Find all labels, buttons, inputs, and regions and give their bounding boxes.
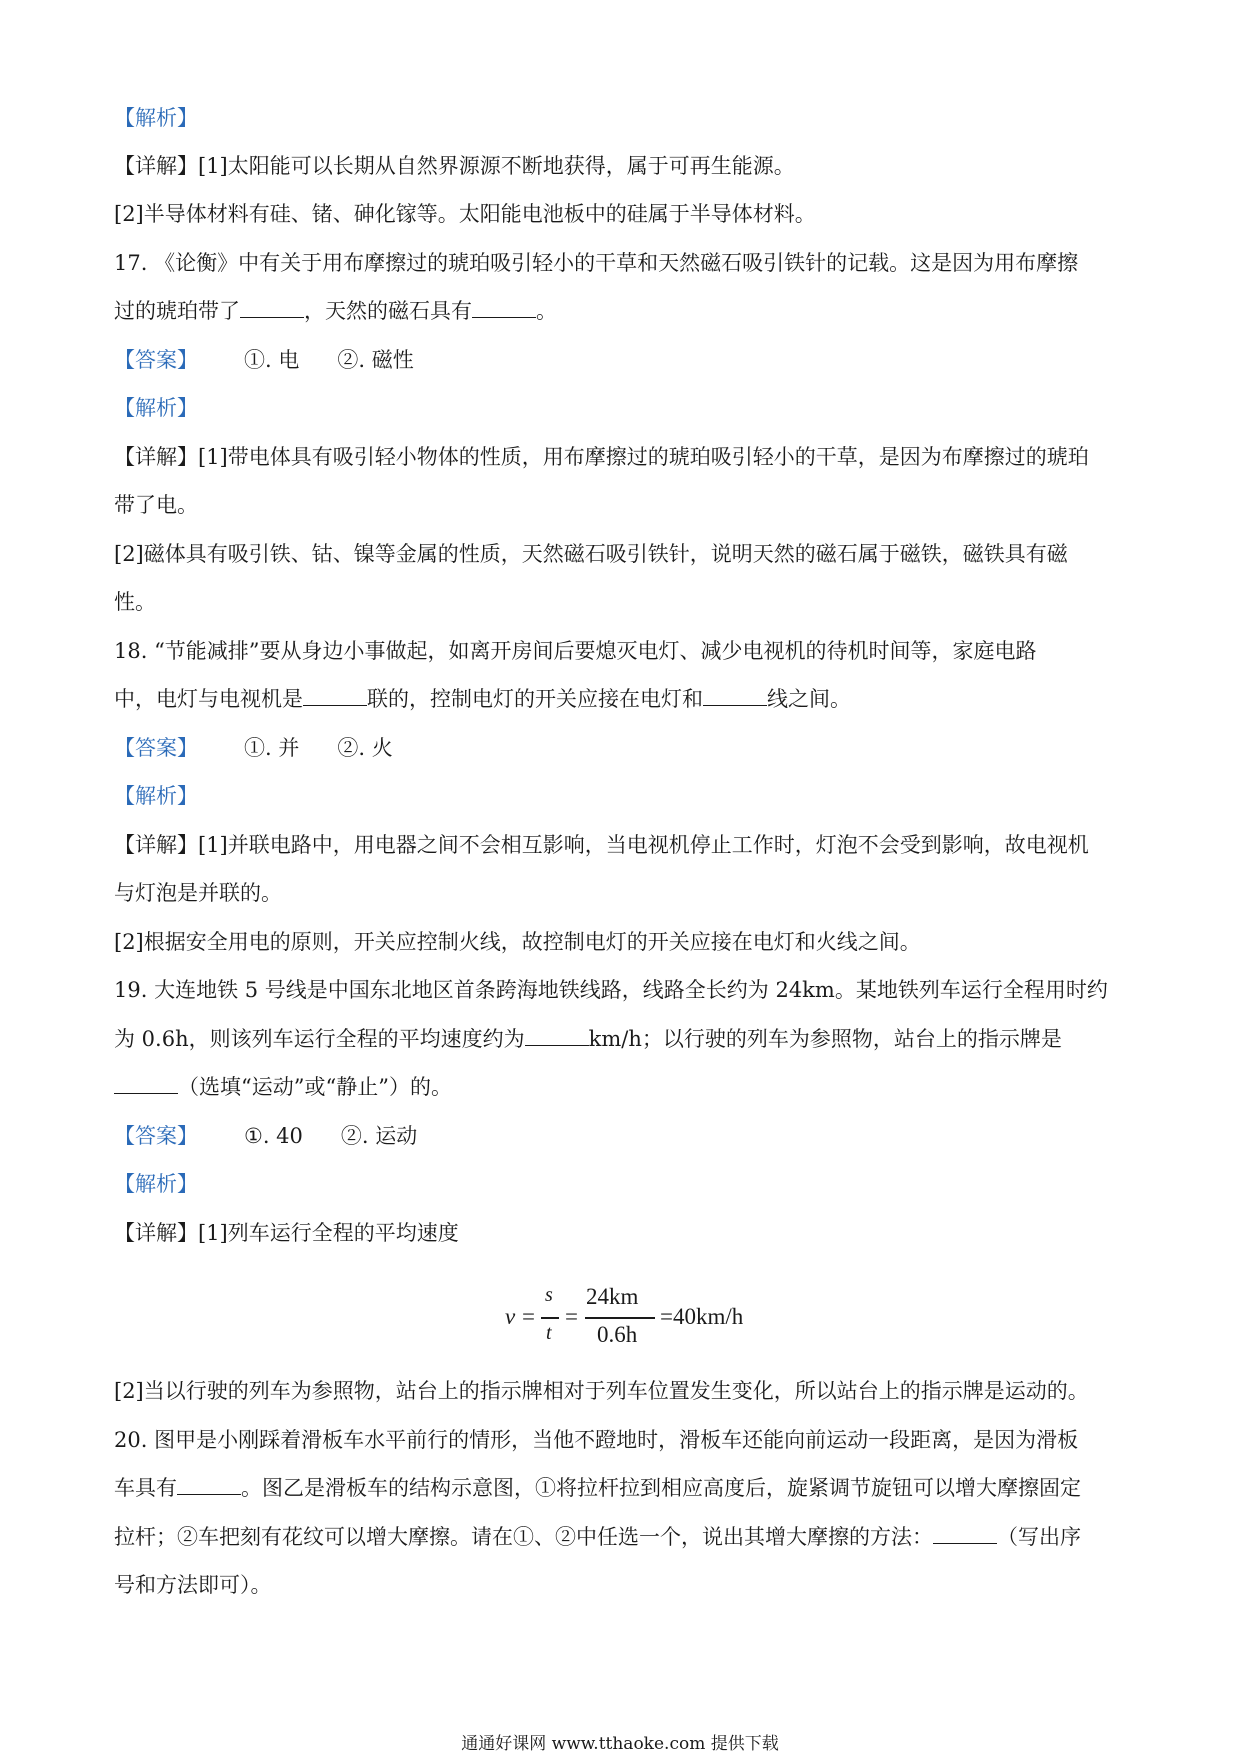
question-19-stem: 19. 大连地铁 5 号线是中国东北地区首条跨海地铁线路，线路全长约为 24km。某地铁列车运行全程用时约 <box>114 978 1108 1002</box>
analysis-label: 【解析】 <box>114 1172 198 1196</box>
detail-paragraph: [2]半导体材料有硅、锗、砷化镓等。太阳能电池板中的硅属于半导体材料。 <box>114 202 816 226</box>
fraction-bar <box>585 1317 655 1319</box>
answer-option: ①. 40 <box>244 1124 303 1148</box>
question-18-stem: 18. “节能减排”要从身边小事做起，如离开房间后要熄灭电灯、减少电视机的待机时间等，家庭电路 <box>114 639 1037 663</box>
fraction-bar <box>541 1317 559 1319</box>
detail-paragraph-cont: 与灯泡是并联的。 <box>114 881 282 905</box>
detail-paragraph-cont: 性。 <box>114 590 156 614</box>
question-17-stem: 17. 《论衡》中有关于用布摩擦过的琥珀吸引轻小的干草和天然磁石吸引铁针的记载。这是因为用布摩擦 <box>114 251 1079 275</box>
analysis-label: 【解析】 <box>114 106 198 130</box>
question-19-stem-line3: （选填“运动”或“静止”）的。 <box>114 1072 452 1102</box>
answer-blank <box>303 685 367 706</box>
detail-paragraph: 【详解】[1]带电体具有吸引轻小物体的性质，用布摩擦过的琥珀吸引轻小的干草，是因为布摩擦过的琥珀 <box>114 445 1089 469</box>
answer-option: ②. 运动 <box>340 1124 418 1148</box>
question-18-stem-line2: 中，电灯与电视机是 联的，控制电灯的开关应接在电灯和 线之间。 <box>114 687 851 711</box>
detail-paragraph: 【详解】[1]列车运行全程的平均速度 <box>114 1221 459 1245</box>
formula-equals: = <box>522 1304 535 1329</box>
question-17-stem-line2: 过的琥珀带了 ，天然的磁石具有 。 <box>114 299 557 323</box>
formula-denominator: 0.6h <box>597 1322 638 1347</box>
page-footer: 通通好课网 www.tthaoke.com 提供下载 <box>461 1734 779 1754</box>
answer-option: ①. 并 <box>244 736 300 760</box>
answer-blank <box>177 1474 241 1495</box>
formula-numerator: 24km <box>586 1284 639 1309</box>
question-20-stem-line3: 拉杆；②车把刻有花纹可以增大摩擦。请在①、②中任选一个，说出其增大摩擦的方法： （写出序 <box>114 1525 1081 1549</box>
answer-blank <box>240 297 304 318</box>
answer-blank <box>114 1073 178 1094</box>
answer-line <box>114 1121 417 1151</box>
detail-paragraph: 【详解】[1]并联电路中，用电器之间不会相互影响，当电视机停止工作时，灯泡不会受到影响，故电视机 <box>114 833 1089 857</box>
answer-option: ②. 磁性 <box>337 348 414 372</box>
detail-label: 【详解】 <box>114 1221 198 1245</box>
detail-paragraph: 【详解】[1]太阳能可以长期从自然界源源不断地获得，属于可再生能源。 <box>114 154 795 178</box>
answer-blank <box>933 1523 997 1544</box>
formula-result: =40km/h <box>660 1304 744 1329</box>
answer-option: ①. 电 <box>244 348 300 372</box>
analysis-label: 【解析】 <box>114 784 198 808</box>
formula-denominator-t: t <box>546 1322 552 1344</box>
detail-paragraph: [2]磁体具有吸引铁、钴、镍等金属的性质，天然磁石吸引铁针，说明天然的磁石属于磁铁，磁铁具有磁 <box>114 542 1068 566</box>
answer-blank <box>525 1025 589 1046</box>
question-19-stem-line2: 为 0.6h，则该列车运行全程的平均速度约为 km/h；以行驶的列车为参照物，站台上的指示牌是 <box>114 1027 1062 1051</box>
detail-paragraph: [2]当以行驶的列车为参照物，站台上的指示牌相对于列车位置发生变化，所以站台上的指示牌是运动的。 <box>114 1379 1089 1403</box>
detail-paragraph: [2]根据安全用电的原则，开关应控制火线，故控制电灯的开关应接在电灯和火线之间。 <box>114 930 921 954</box>
detail-paragraph-cont: 带了电。 <box>114 493 198 517</box>
answer-label: 【答案】 <box>114 736 198 760</box>
answer-blank <box>472 297 536 318</box>
detail-label: 【详解】 <box>114 833 198 857</box>
analysis-label: 【解析】 <box>114 396 198 420</box>
answer-label: 【答案】 <box>114 348 198 372</box>
answer-option: ②. 火 <box>337 736 393 760</box>
formula-v: v <box>505 1304 516 1329</box>
question-20-stem: 20. 图甲是小刚踩着滑板车水平前行的情形，当他不蹬地时，滑板车还能向前运动一段距离，是因为滑板 <box>114 1428 1079 1452</box>
detail-label: 【详解】 <box>114 445 198 469</box>
answer-line <box>114 345 414 375</box>
answer-label: 【答案】 <box>114 1124 198 1148</box>
formula-numerator-s: s <box>545 1284 553 1306</box>
question-20-stem-line4: 号和方法即可）。 <box>114 1573 272 1597</box>
question-20-stem-line2: 车具有 。图乙是滑板车的结构示意图，①将拉杆拉到相应高度后，旋紧调节旋钮可以增大摩擦固定 <box>114 1476 1081 1500</box>
answer-line <box>114 733 393 763</box>
answer-blank <box>703 685 767 706</box>
formula-equals: = <box>565 1304 578 1329</box>
detail-label: 【详解】 <box>114 154 198 178</box>
